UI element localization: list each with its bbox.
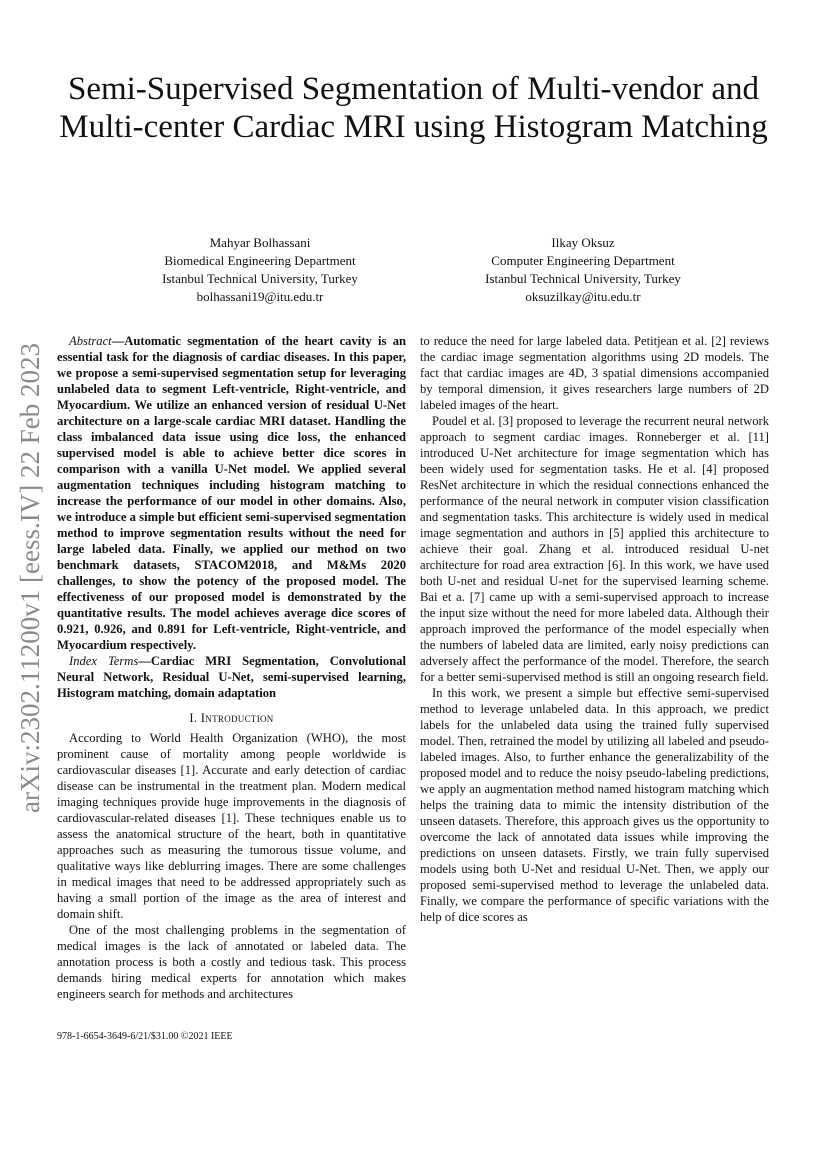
abstract-text: —Automatic segmentation of the heart cavity is an essential task for the diagnosis of cardiac diseases. In this paper, we propose a semi-supervised segmentation setup for leveraging unlabeled data to segment Left-ventricle, Right-ventricle, and Myocardium. We utilize an enhanced version of residual U-Net architecture on a large-scale cardiac MRI dataset. Handling the class imbalanced data issue using dice loss, the enhanced supervised model is able to achieve better dice scores in comparison with a vanilla U-Net model. We applied several augmentation techniques including histogram matching to increase the performance of our model in other domains. Also, we introduce a simple but efficient semi-supervised segmentation method to improve segmentation results without the need for large labeled data. Finally, we applied our method on two benchmark datasets, STACOM2018, and M&Ms 2020 challenges, to show the potency of the proposed model. The effectiveness of our proposed model is demonstrated by the quantitative results. The model achieves average dice scores of 0.921, 0.926, and 0.891 for Left-ventricle, Right-ventricle, and Myocardium respectively.: [57, 334, 406, 652]
paragraph: In this work, we present a simple but effective semi-supervised method to leverage unlabeled data. In this approach, we predict labels for the unlabeled data using the trained fully supervised model. Then, retrained the model by utilizing all labeled and pseudo-labeled images. Also, to further enhance the generalizability of the proposed model and to reduce the noisy pseudo-labeling predictions, we apply an augmentation method named histogram matching which helps the training data to mimic the intensity distribution of the unseen datasets. Therefore, this approach gives us the opportunity to overcome the lack of annotated data issues while improving the predictions on unseen datasets. Firstly, we train fully supervised models using both U-Net and residual U-Net. Then, we apply our proposed semi-supervised method to leverage the unlabeled data. Finally, we compare the performance of specific variations with the help of dice scores as: [420, 686, 769, 924]
section-number: I.: [189, 711, 198, 725]
abstract: [57, 333, 406, 653]
author-name: Ilkay Oksuz: [551, 235, 615, 250]
paragraph: to reduce the need for large labeled data. Petitjean et al. [2] reviews the cardiac image segmentation algorithms using 2D models. The fact that cardiac images are 4D, 3 spatial dimensions accompanied by temporal dimension, it gives researchers large numbers of 2D labeled images of the heart.: [420, 334, 769, 412]
author-department: Computer Engineering Department: [491, 253, 675, 268]
author-institution: Istanbul Technical University, Turkey: [162, 271, 358, 286]
left-column: [57, 333, 406, 1043]
index-terms: [57, 653, 406, 701]
arxiv-identifier: arXiv:2302.11200v1 [eess.IV] 22 Feb 2023: [15, 343, 45, 813]
paragraph: According to World Health Organization (WHO), the most prominent cause of mortality among people worldwide is cardiovascular diseases [1]. Accurate and early detection of cardiac disease can be instrumental in the treatment plan. Modern medical imaging techniques provide huge improvements in the diagnosis of cardiovascular-related diseases [1]. These techniques enable us to assess the anatomical structure of the heart, both in quantitative approaches such as measuring the tumorous tissue volume, and qualitative ways like deblurring images. There are some challenges in medical images that need to be addressed appropriately such as having a small portion of the image as the area of interest and domain shift.: [57, 731, 406, 921]
author-institution: Istanbul Technical University, Turkey: [485, 271, 681, 286]
section-heading: [57, 710, 406, 726]
paragraph: Poudel et al. [3] proposed to leverage the recurrent neural network approach to segment cardiac images. Ronneberger et al. [11] introduced U-Net architecture for image segmentation which has been widely used for segmentation tasks. He et al. [4] proposed ResNet architecture in which the residual connections enhanced the performance of the neural network in computer vision classification and segmentation tasks. This architecture is widely used in medical image segmentation and authors in [5] applied this architecture to achieve their goal. Zhang et al. introduced residual U-net architecture for road area extraction [6]. In this work, we have used both U-net and residual U-net for the supervised learning scheme. Bai et a. [7] came up with a semi-supervised approach to increase the input size without the need for more labeled data. Although their approach improved the performance of the model especially when the numbers of labeled data are limited, early noisy predictions can adversely affect the performance of the model. Therefore, the search for a better semi-supervised method is still an ongoing research field.: [420, 414, 769, 684]
index-terms-label: Index Terms: [69, 654, 139, 668]
paragraph: One of the most challenging problems in the segmentation of medical images is the lack of annotated or labeled data. The annotation process is both a costly and tedious task. This process demands hiring medical experts for annotation which makes engineers search for methods and architectures: [57, 923, 406, 1001]
author-name: Mahyar Bolhassani: [209, 235, 311, 250]
author-department: Biomedical Engineering Department: [164, 253, 356, 268]
paper-title: Semi-Supervised Segmentation of Multi-vendor and Multi-center Cardiac MRI using Histogram Matching: [59, 71, 768, 145]
abstract-label: Abstract: [69, 334, 112, 348]
author-email: bolhassani19@itu.edu.tr: [196, 289, 324, 304]
author-block: [110, 234, 410, 306]
author-block: [433, 234, 733, 306]
section-title: Introduction: [200, 711, 274, 725]
author-email: oksuzilkay@itu.edu.tr: [525, 289, 641, 304]
copyright-footer: 978-1-6654-3649-6/21/$31.00 ©2021 IEEE: [57, 1031, 233, 1042]
index-terms-text: —Cardiac MRI Segmentation, Convolutional Neural Network, Residual U-Net, semi-supervised learning, Histogram matching, domain adaptation: [57, 654, 406, 700]
right-column: [420, 333, 769, 925]
